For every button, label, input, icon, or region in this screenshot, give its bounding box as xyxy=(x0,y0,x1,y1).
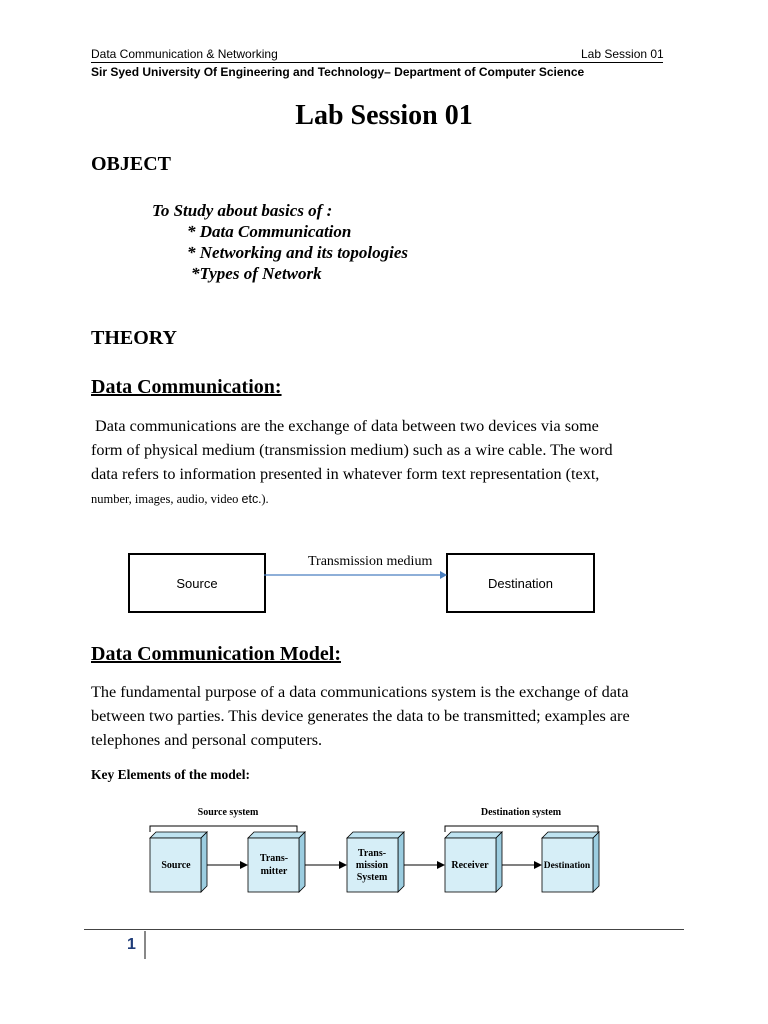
paragraph-line: form of physical medium (transmission medium) such as a wire cable. The word xyxy=(91,441,613,459)
page-number: 1 xyxy=(127,936,136,953)
page-number-divider xyxy=(144,931,146,959)
model-block-destination xyxy=(542,832,599,892)
destination-box xyxy=(446,553,595,613)
model-block-label: Receiver xyxy=(451,860,489,871)
object-line-networking: * Networking and its topologies xyxy=(187,243,409,262)
page-title: Lab Session 01 xyxy=(295,100,473,131)
model-block-label: Destination xyxy=(543,861,591,871)
model-block-transmission-system xyxy=(347,832,404,892)
paragraph-line-text: number, images, audio, video xyxy=(91,492,242,506)
paragraph-line: telephones and personal computers. xyxy=(91,731,323,749)
model-heading: Data Communication Model: xyxy=(91,643,341,665)
paragraph-line xyxy=(91,486,691,511)
model-block-label: mission xyxy=(355,860,389,871)
paragraph-line: between two parties. This device generates the data to be transmitted; examples are xyxy=(91,707,630,725)
model-block-source xyxy=(150,832,207,892)
header-rule xyxy=(91,62,663,63)
model-paragraph xyxy=(91,680,711,752)
paragraph-line: data refers to information presented in whatever form text representation (text, xyxy=(91,465,600,483)
theory-heading: THEORY xyxy=(91,327,177,349)
paragraph-line: Data communications are the exchange of data between two devices via some xyxy=(95,417,599,435)
transmission-arrow xyxy=(264,570,448,580)
destination-label: Destination xyxy=(487,575,554,591)
paragraph-line-etc: etc xyxy=(241,492,259,506)
data-communication-paragraph xyxy=(91,414,691,511)
model-block-label: System xyxy=(356,872,388,883)
paragraph-line-end: .). xyxy=(258,492,269,506)
object-line-network-types: *Types of Network xyxy=(191,264,322,283)
source-box xyxy=(128,553,266,613)
model-diagram xyxy=(140,800,610,900)
key-elements-label: Key Elements of the model: xyxy=(91,767,250,782)
paragraph-line: The fundamental purpose of a data communications system is the exchange of data xyxy=(91,683,629,701)
transmission-medium-label: Transmission medium xyxy=(308,554,433,569)
object-line-data-communication: * Data Communication xyxy=(187,222,352,241)
model-block-label: Source xyxy=(161,860,191,871)
footer-rule xyxy=(84,929,684,930)
data-communication-heading: Data Communication: xyxy=(91,376,282,398)
source-label: Source xyxy=(176,575,218,591)
object-line-intro: To Study about basics of : xyxy=(152,201,333,220)
model-block-label: Trans- xyxy=(357,848,387,859)
header-institution: Sir Syed University Of Engineering and Technology– Department of Computer Science xyxy=(91,65,585,79)
model-block-label: Trans- xyxy=(259,853,289,864)
header-session: Lab Session 01 xyxy=(581,47,664,61)
model-block-receiver xyxy=(445,832,502,892)
model-block-label: mitter xyxy=(260,866,288,877)
source-system-label: Source system xyxy=(197,807,259,818)
object-heading: OBJECT xyxy=(91,153,172,175)
destination-system-label: Destination system xyxy=(480,807,562,818)
model-block-transmitter xyxy=(248,832,305,892)
header-course: Data Communication & Networking xyxy=(91,47,278,61)
